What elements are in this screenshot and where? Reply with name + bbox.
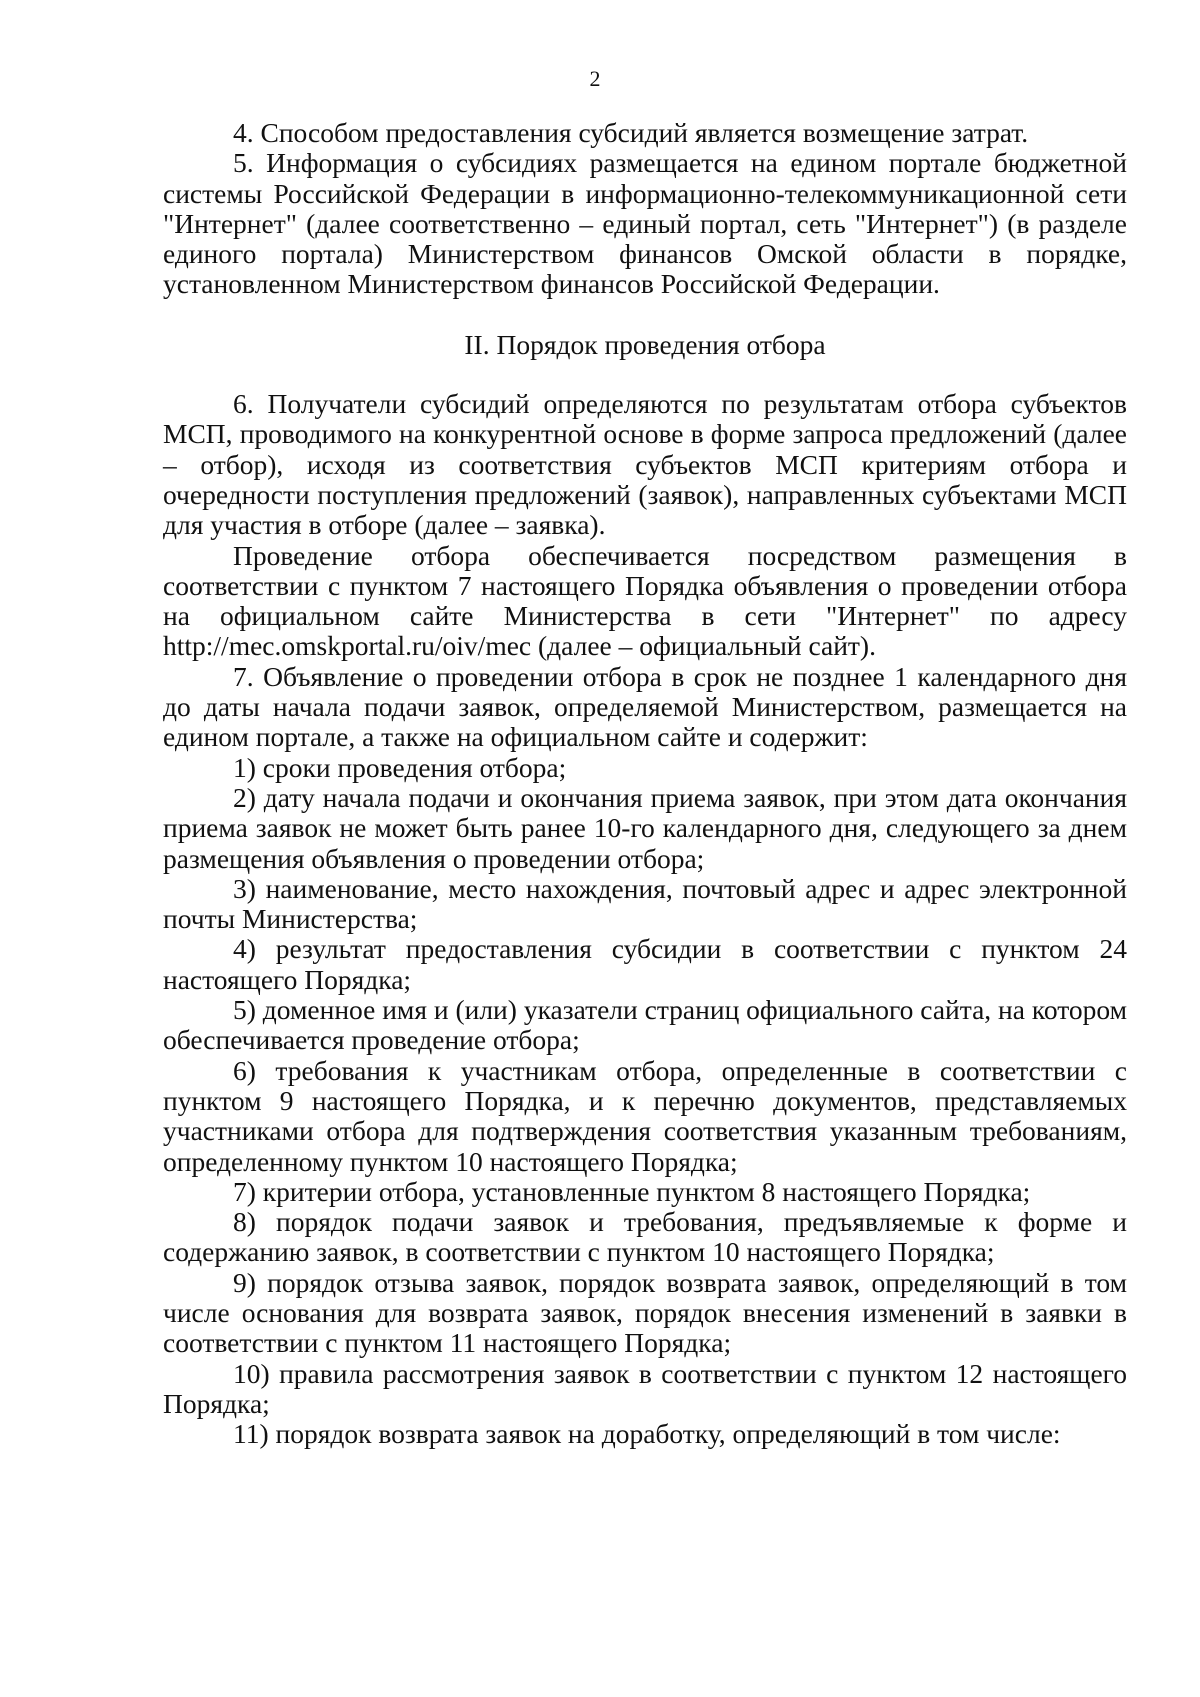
list-item-11: 11) порядок возврата заявок на доработку, определяющий в том числе: — [233, 1418, 1061, 1450]
list-item-4: 4) результат предоставления субсидии в соответствии с пунктом 24 настоящего Порядка; — [163, 933, 1127, 995]
list-item-10: 10) правила рассмотрения заявок в соответствии с пунктом 12 настоящего Порядка; — [163, 1357, 1127, 1419]
list-item-7: 7) критерии отбора, установленные пунктом 8 настоящего Порядка; — [233, 1175, 1031, 1207]
list-item-1: 1) сроки проведения отбора; — [233, 751, 567, 783]
paragraph-7: 7. Объявление о проведении отбора в срок не позднее 1 календарного дня до даты начала подачи заявок, определяемой Министерством, размещается на едином портале, а также на официальном сайте и содержит: — [163, 660, 1127, 753]
list-item-3: 3) наименование, место нахождения, почтовый адрес и адрес электронной почты Министерства; — [163, 872, 1127, 935]
page-number: 2 — [589, 66, 601, 91]
list-item-6: 6) требования к участникам отбора, определенные в соответствии с пунктом 9 настоящего Порядка, и к перечню документов, представляемых участниками отбора для подтверждения соответствия указанным требованиям, определенному пунктом 10 настоящего Порядка; — [163, 1054, 1127, 1177]
paragraph-4: 4. Способом предоставления субсидий является возмещение затрат. — [233, 117, 1029, 148]
list-item-9: 9) порядок отзыва заявок, порядок возврата заявок, определяющий в том числе основания для возврата заявок, порядок внесения изменений в заявки в соответствии с пунктом 11 настоящего Порядка; — [163, 1266, 1127, 1359]
paragraph-6-continuation: Проведение отбора обеспечивается посредством размещения в соответствии с пунктом 7 настоящего Порядка объявления о проведении отбора на официальном сайте Министерства в сети "Интернет" по адресу http://mec.omskportal.ru/oiv/mec (далее – официальный сайт). — [163, 539, 1127, 662]
list-item-8: 8) порядок подачи заявок и требования, предъявляемые к форме и содержанию заявок, в соответствии с пунктом 10 настоящего Порядка; — [163, 1206, 1127, 1268]
paragraph-5: 5. Информация о субсидиях размещается на едином портале бюджетной системы Российской Федерации в информационно-телекоммуникационной сети "Интернет" (далее соответственно – единый портал, сеть "Интернет") (в разделе единого портала) Министерством финансов Омской области в порядке, установленном Министерством финансов Российской Федерации. — [163, 147, 1127, 300]
list-item-2: 2) дату начала подачи и окончания приема заявок, при этом дата окончания приема заявок не может быть ранее 10-го календарного дня, следующего за днем размещения объявления о проведении отбора; — [163, 781, 1127, 874]
document-body — [163, 118, 1127, 1449]
list-item-5: 5) доменное имя и (или) указатели страниц официального сайта, на котором обеспечивается проведение отбора; — [163, 994, 1127, 1056]
paragraph-6: 6. Получатели субсидий определяются по результатам отбора субъектов МСП, проводимого на конкурентной основе в форме запроса предложений (далее – отбор), исходя из соответствия субъектов МСП критериям отбора и очередности поступления предложений (заявок), направленных субъектами МСП для участия в отборе (далее – заявка). — [163, 388, 1127, 541]
section-heading: II. Порядок проведения отбора — [464, 328, 826, 360]
